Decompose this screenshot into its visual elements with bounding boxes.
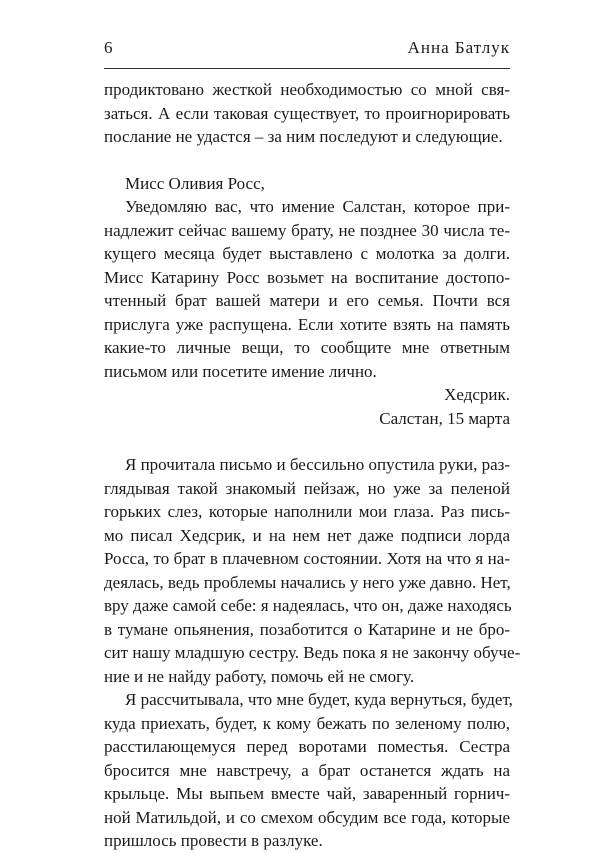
text-line: Я прочитала письмо и бессильно опустила руки, раз- xyxy=(125,455,511,474)
text-line: прислуга уже распущена. Если хотите взять на память xyxy=(104,314,510,334)
text-line: вру даже самой себе: я надеялась, что он, даже находясь xyxy=(104,596,512,615)
paragraph-3 xyxy=(104,688,513,853)
text-line: продиктовано жесткой необходимостью со мной свя- xyxy=(104,80,510,99)
text-line: горьких слез, которые наполнили мои глаза. Раз пись- xyxy=(104,502,510,521)
running-header-author: Анна Батлук xyxy=(407,38,510,57)
text-line: ной Матильдой, и со смехом обсудим все года, которые xyxy=(104,807,510,827)
letter-block xyxy=(104,172,510,431)
letter-salutation: Мисс Оливия Росс, xyxy=(125,173,265,193)
text-line: заться. А если таковая существует, то проигнорировать xyxy=(104,103,510,123)
text-line: в тумане опьянения, позаботится о Катарине и не бро- xyxy=(104,619,510,639)
text-line: Уведомляю вас, что имение Салстан, которое при- xyxy=(125,197,510,216)
text-line: глядывая такой знакомый пейзаж, но уже за пеленой xyxy=(104,478,510,498)
blank-line xyxy=(104,149,510,172)
text-line: письмом или посетите имение лично. xyxy=(104,361,377,381)
text-line: бросится мне навстречу, а брат останется ждать на xyxy=(104,760,510,780)
text-line: мо писал Хедсрик, и на нем нет даже подписи лорда xyxy=(104,525,510,545)
page-number: 6 xyxy=(104,38,113,57)
text-line: Мисс Катарину Росс возьмет на воспитание достопо- xyxy=(104,267,510,287)
text-line: расстилающемуся перед воротами поместья. Сестра xyxy=(104,737,510,756)
text-line: кущего месяца будет выставлено с молотка за долги. xyxy=(104,244,510,263)
letter-signature: Хедсрик. xyxy=(444,385,510,404)
text-line: сит нашу младшую сестру. Ведь пока я не закончу обуче- xyxy=(104,643,521,662)
running-header xyxy=(104,38,510,68)
text-line: куда приехать, будет, к кому бежать по зеленому полю, xyxy=(104,713,510,733)
text-line: надлежит сейчас вашему брату, не позднее 30 числа те- xyxy=(104,220,510,240)
paragraph-2 xyxy=(104,453,521,688)
text-line: Росса, то брат в плачевном состоянии. Хотя на что я на- xyxy=(104,549,510,568)
paragraph-1 xyxy=(104,78,510,149)
text-line: ние и не найду работу, помочь ей не смогу. xyxy=(104,666,415,686)
text-line: чтенный брат вашей матери и его семья. Почти вся xyxy=(104,291,510,310)
letter-place-date: Салстан, 15 марта xyxy=(379,408,510,428)
page-body xyxy=(104,78,521,853)
header-rule xyxy=(104,68,510,69)
text-line: послание не удастся – за ним последуют и следующие. xyxy=(104,127,503,146)
text-line: Я рассчитывала, что мне будет, куда вернуться, будет, xyxy=(125,690,513,709)
text-line: пришлось провести в разлуке. xyxy=(104,831,323,850)
blank-line xyxy=(104,430,510,453)
text-line: деялась, ведь проблемы начались у него уже давно. Нет, xyxy=(104,572,511,592)
text-line: крыльце. Мы выпьем вместе чай, заваренный горнич- xyxy=(104,784,510,803)
text-line: какие-то личные вещи, то сообщите мне ответным xyxy=(104,338,510,357)
